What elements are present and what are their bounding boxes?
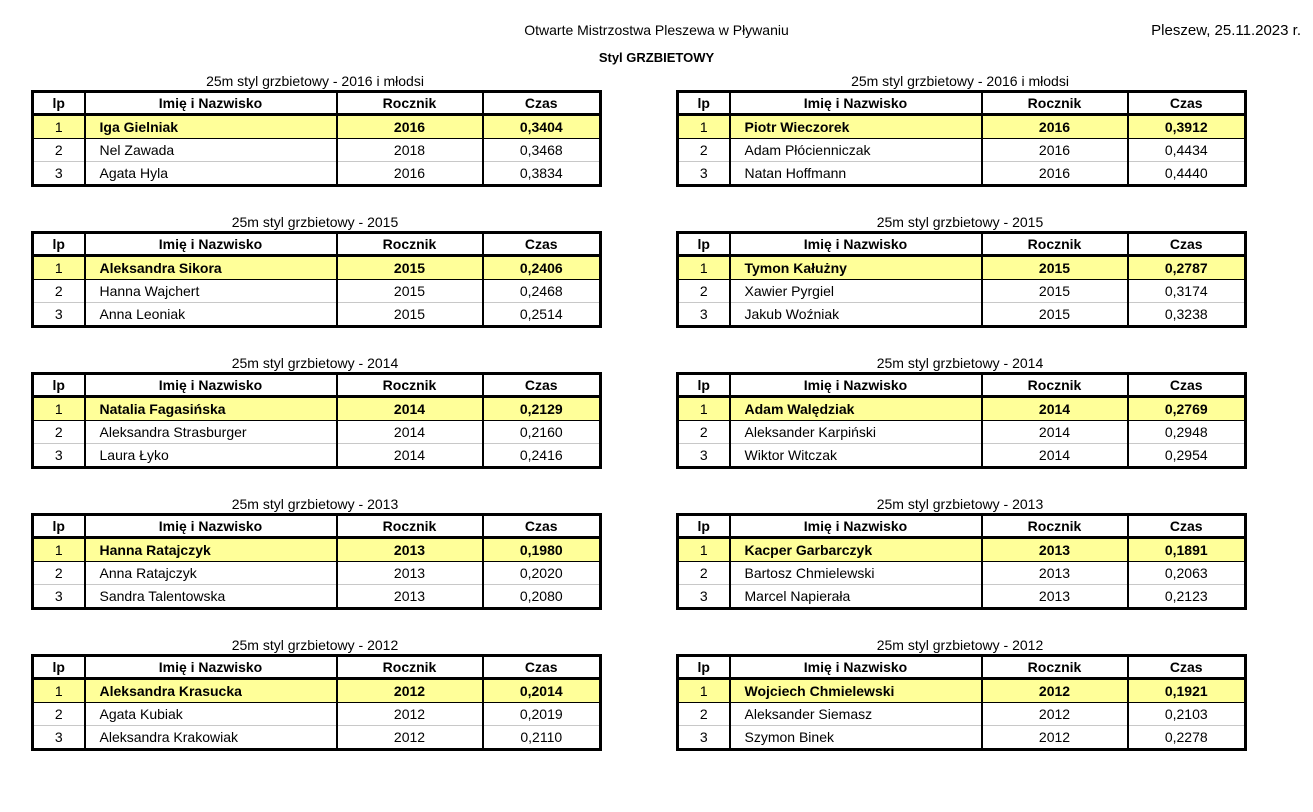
cell-year: 2015	[337, 280, 483, 303]
cell-name: Anna Ratajczyk	[85, 562, 337, 585]
cell-time: 0,2787	[1128, 256, 1246, 280]
result-block-right-4	[676, 636, 1244, 751]
col-header-year: Rocznik	[337, 515, 483, 538]
cell-time: 0,2160	[483, 421, 601, 444]
cell-name: Piotr Wieczorek	[730, 115, 982, 139]
cell-time: 0,2406	[483, 256, 601, 280]
cell-name: Aleksandra Krasucka	[85, 679, 337, 703]
col-header-time: Czas	[483, 656, 601, 679]
category-title: 25m styl grzbietowy - 2015	[876, 214, 1044, 230]
cell-lp: 3	[678, 162, 730, 186]
cell-lp: 2	[33, 703, 85, 726]
col-header-year: Rocznik	[337, 374, 483, 397]
cell-name: Marcel Napierała	[730, 585, 982, 609]
cell-time: 0,2769	[1128, 397, 1246, 421]
col-header-lp: lp	[33, 515, 85, 538]
cell-time: 0,2080	[483, 585, 601, 609]
col-header-time: Czas	[483, 92, 601, 115]
col-header-lp: lp	[33, 374, 85, 397]
cell-lp: 1	[33, 397, 85, 421]
table-row	[33, 585, 601, 609]
cell-name: Laura Łyko	[85, 444, 337, 468]
col-header-lp: lp	[678, 515, 730, 538]
category-title: 25m styl grzbietowy - 2014	[231, 355, 399, 371]
cell-lp: 1	[678, 679, 730, 703]
document-date: Pleszew, 25.11.2023 r.	[1151, 22, 1301, 39]
style-subtitle: Styl GRZBIETOWY	[598, 50, 715, 65]
result-block-right-1	[676, 213, 1244, 328]
cell-year: 2012	[982, 726, 1128, 750]
col-header-name: Imię i Nazwisko	[730, 374, 982, 397]
table-row	[678, 303, 1246, 327]
col-header-name: Imię i Nazwisko	[730, 515, 982, 538]
table-row	[33, 421, 601, 444]
category-title: 25m styl grzbietowy - 2013	[876, 496, 1044, 512]
cell-year: 2012	[982, 679, 1128, 703]
cell-lp: 1	[678, 397, 730, 421]
cell-year: 2012	[337, 703, 483, 726]
col-header-lp: lp	[678, 656, 730, 679]
cell-name: Kacper Garbarczyk	[730, 538, 982, 562]
table-row	[678, 162, 1246, 186]
cell-name: Hanna Wajchert	[85, 280, 337, 303]
cell-time: 0,4434	[1128, 139, 1246, 162]
table-row	[678, 256, 1246, 280]
cell-year: 2016	[337, 162, 483, 186]
table-row	[33, 726, 601, 750]
table-header-row	[33, 656, 601, 679]
col-header-name: Imię i Nazwisko	[85, 233, 337, 256]
table-header-row	[33, 515, 601, 538]
cell-lp: 2	[678, 139, 730, 162]
table-row	[33, 538, 601, 562]
cell-lp: 3	[678, 726, 730, 750]
cell-lp: 1	[33, 256, 85, 280]
table-row	[678, 115, 1246, 139]
result-block-left-4	[31, 636, 599, 751]
cell-lp: 1	[33, 679, 85, 703]
col-header-year: Rocznik	[337, 92, 483, 115]
cell-name: Aleksandra Sikora	[85, 256, 337, 280]
table-row	[33, 139, 601, 162]
result-block-left-1	[31, 213, 599, 328]
cell-name: Nel Zawada	[85, 139, 337, 162]
col-header-year: Rocznik	[982, 656, 1128, 679]
results-table	[676, 513, 1247, 610]
cell-lp: 2	[33, 562, 85, 585]
cell-name: Bartosz Chmielewski	[730, 562, 982, 585]
category-title: 25m styl grzbietowy - 2014	[876, 355, 1044, 371]
table-row	[33, 679, 601, 703]
table-row	[33, 303, 601, 327]
table-row	[678, 139, 1246, 162]
cell-time: 0,1921	[1128, 679, 1246, 703]
cell-name: Wojciech Chmielewski	[730, 679, 982, 703]
cell-year: 2014	[337, 421, 483, 444]
table-row	[33, 162, 601, 186]
cell-name: Anna Leoniak	[85, 303, 337, 327]
table-header-row	[678, 374, 1246, 397]
cell-year: 2014	[982, 397, 1128, 421]
category-title: 25m styl grzbietowy - 2015	[231, 214, 399, 230]
table-row	[678, 562, 1246, 585]
results-table	[31, 372, 602, 469]
table-header-row	[678, 92, 1246, 115]
cell-name: Aleksandra Strasburger	[85, 421, 337, 444]
cell-year: 2016	[982, 139, 1128, 162]
col-header-time: Czas	[483, 374, 601, 397]
results-table	[676, 231, 1247, 328]
cell-lp: 2	[33, 280, 85, 303]
table-row	[678, 444, 1246, 468]
cell-lp: 2	[33, 421, 85, 444]
cell-name: Adam Płócienniczak	[730, 139, 982, 162]
table-row	[33, 562, 601, 585]
cell-time: 0,3468	[483, 139, 601, 162]
cell-time: 0,4440	[1128, 162, 1246, 186]
cell-lp: 1	[33, 538, 85, 562]
cell-lp: 3	[33, 585, 85, 609]
results-table	[31, 654, 602, 751]
cell-name: Xawier Pyrgiel	[730, 280, 982, 303]
cell-year: 2013	[337, 538, 483, 562]
cell-lp: 3	[678, 303, 730, 327]
result-block-right-3	[676, 495, 1244, 610]
cell-time: 0,2019	[483, 703, 601, 726]
cell-lp: 2	[33, 139, 85, 162]
cell-year: 2013	[982, 538, 1128, 562]
table-header-row	[678, 515, 1246, 538]
col-header-name: Imię i Nazwisko	[730, 233, 982, 256]
cell-year: 2014	[982, 421, 1128, 444]
cell-year: 2016	[337, 115, 483, 139]
cell-time: 0,3404	[483, 115, 601, 139]
result-block-left-2	[31, 354, 599, 469]
cell-name: Wiktor Witczak	[730, 444, 982, 468]
col-header-time: Czas	[1128, 515, 1246, 538]
result-block-left-3	[31, 495, 599, 610]
cell-year: 2013	[982, 562, 1128, 585]
cell-name: Sandra Talentowska	[85, 585, 337, 609]
cell-name: Aleksander Siemasz	[730, 703, 982, 726]
cell-lp: 2	[678, 562, 730, 585]
col-header-time: Czas	[1128, 374, 1246, 397]
cell-lp: 2	[678, 703, 730, 726]
cell-lp: 1	[33, 115, 85, 139]
col-header-lp: lp	[33, 656, 85, 679]
cell-time: 0,3174	[1128, 280, 1246, 303]
cell-time: 0,2123	[1128, 585, 1246, 609]
col-header-name: Imię i Nazwisko	[85, 374, 337, 397]
cell-name: Aleksandra Krakowiak	[85, 726, 337, 750]
cell-lp: 3	[33, 162, 85, 186]
cell-time: 0,1891	[1128, 538, 1246, 562]
col-header-time: Czas	[1128, 233, 1246, 256]
table-header-row	[678, 656, 1246, 679]
cell-year: 2016	[982, 162, 1128, 186]
col-header-year: Rocznik	[982, 374, 1128, 397]
cell-year: 2014	[982, 444, 1128, 468]
cell-year: 2013	[337, 585, 483, 609]
cell-lp: 1	[678, 115, 730, 139]
category-title: 25m styl grzbietowy - 2016 i młodsi	[206, 73, 424, 89]
cell-year: 2018	[337, 139, 483, 162]
cell-time: 0,2514	[483, 303, 601, 327]
cell-time: 0,3834	[483, 162, 601, 186]
cell-year: 2012	[982, 703, 1128, 726]
table-row	[33, 115, 601, 139]
category-title: 25m styl grzbietowy - 2012	[231, 637, 399, 653]
col-header-year: Rocznik	[982, 233, 1128, 256]
cell-time: 0,2103	[1128, 703, 1246, 726]
cell-time: 0,3912	[1128, 115, 1246, 139]
cell-time: 0,2948	[1128, 421, 1246, 444]
cell-year: 2013	[337, 562, 483, 585]
cell-year: 2014	[337, 444, 483, 468]
table-row	[33, 444, 601, 468]
cell-name: Aleksander Karpiński	[730, 421, 982, 444]
cell-name: Agata Hyla	[85, 162, 337, 186]
cell-name: Iga Gielniak	[85, 115, 337, 139]
result-block-left-0	[31, 72, 599, 187]
cell-year: 2015	[337, 303, 483, 327]
col-header-name: Imię i Nazwisko	[730, 92, 982, 115]
cell-lp: 2	[678, 421, 730, 444]
results-table	[676, 90, 1247, 187]
cell-time: 0,2063	[1128, 562, 1246, 585]
col-header-name: Imię i Nazwisko	[85, 515, 337, 538]
cell-year: 2015	[982, 303, 1128, 327]
col-header-year: Rocznik	[982, 515, 1128, 538]
table-row	[33, 703, 601, 726]
result-block-right-2	[676, 354, 1244, 469]
results-table	[676, 372, 1247, 469]
category-title: 25m styl grzbietowy - 2013	[231, 496, 399, 512]
cell-time: 0,2020	[483, 562, 601, 585]
table-row	[678, 585, 1246, 609]
table-header-row	[33, 92, 601, 115]
col-header-lp: lp	[33, 92, 85, 115]
table-row	[678, 726, 1246, 750]
cell-year: 2012	[337, 726, 483, 750]
results-table	[31, 90, 602, 187]
cell-lp: 3	[678, 585, 730, 609]
col-header-name: Imię i Nazwisko	[730, 656, 982, 679]
results-table	[31, 513, 602, 610]
cell-year: 2013	[982, 585, 1128, 609]
col-header-lp: lp	[33, 233, 85, 256]
cell-lp: 3	[33, 303, 85, 327]
col-header-time: Czas	[1128, 656, 1246, 679]
col-header-lp: lp	[678, 233, 730, 256]
table-row	[678, 679, 1246, 703]
table-header-row	[33, 374, 601, 397]
col-header-name: Imię i Nazwisko	[85, 92, 337, 115]
table-row	[678, 421, 1246, 444]
cell-name: Agata Kubiak	[85, 703, 337, 726]
results-table	[676, 654, 1247, 751]
cell-year: 2015	[337, 256, 483, 280]
cell-lp: 1	[678, 256, 730, 280]
cell-time: 0,3238	[1128, 303, 1246, 327]
table-row	[678, 538, 1246, 562]
col-header-year: Rocznik	[337, 656, 483, 679]
cell-time: 0,2468	[483, 280, 601, 303]
table-row	[33, 280, 601, 303]
cell-name: Natalia Fagasińska	[85, 397, 337, 421]
table-header-row	[33, 233, 601, 256]
cell-time: 0,2416	[483, 444, 601, 468]
cell-lp: 3	[33, 444, 85, 468]
col-header-time: Czas	[1128, 92, 1246, 115]
cell-time: 0,2014	[483, 679, 601, 703]
cell-year: 2015	[982, 280, 1128, 303]
col-header-lp: lp	[678, 92, 730, 115]
cell-time: 0,2110	[483, 726, 601, 750]
col-header-time: Czas	[483, 515, 601, 538]
cell-name: Szymon Binek	[730, 726, 982, 750]
table-row	[33, 397, 601, 421]
table-row	[33, 256, 601, 280]
cell-name: Hanna Ratajczyk	[85, 538, 337, 562]
col-header-time: Czas	[483, 233, 601, 256]
cell-lp: 3	[678, 444, 730, 468]
col-header-lp: lp	[678, 374, 730, 397]
col-header-year: Rocznik	[982, 92, 1128, 115]
table-row	[678, 397, 1246, 421]
cell-name: Natan Hoffmann	[730, 162, 982, 186]
results-table	[31, 231, 602, 328]
cell-year: 2016	[982, 115, 1128, 139]
cell-year: 2015	[982, 256, 1128, 280]
cell-time: 0,2129	[483, 397, 601, 421]
table-row	[678, 703, 1246, 726]
category-title: 25m styl grzbietowy - 2016 i młodsi	[851, 73, 1069, 89]
cell-name: Tymon Kałużny	[730, 256, 982, 280]
cell-lp: 2	[678, 280, 730, 303]
col-header-year: Rocznik	[337, 233, 483, 256]
cell-name: Jakub Woźniak	[730, 303, 982, 327]
col-header-name: Imię i Nazwisko	[85, 656, 337, 679]
cell-time: 0,2278	[1128, 726, 1246, 750]
table-row	[678, 280, 1246, 303]
cell-time: 0,1980	[483, 538, 601, 562]
cell-lp: 3	[33, 726, 85, 750]
document-title: Otwarte Mistrzostwa Pleszewa w Pływaniu	[524, 22, 789, 38]
cell-lp: 1	[678, 538, 730, 562]
cell-year: 2014	[337, 397, 483, 421]
table-header-row	[678, 233, 1246, 256]
result-block-right-0	[676, 72, 1244, 187]
cell-time: 0,2954	[1128, 444, 1246, 468]
cell-name: Adam Walędziak	[730, 397, 982, 421]
category-title: 25m styl grzbietowy - 2012	[876, 637, 1044, 653]
cell-year: 2012	[337, 679, 483, 703]
